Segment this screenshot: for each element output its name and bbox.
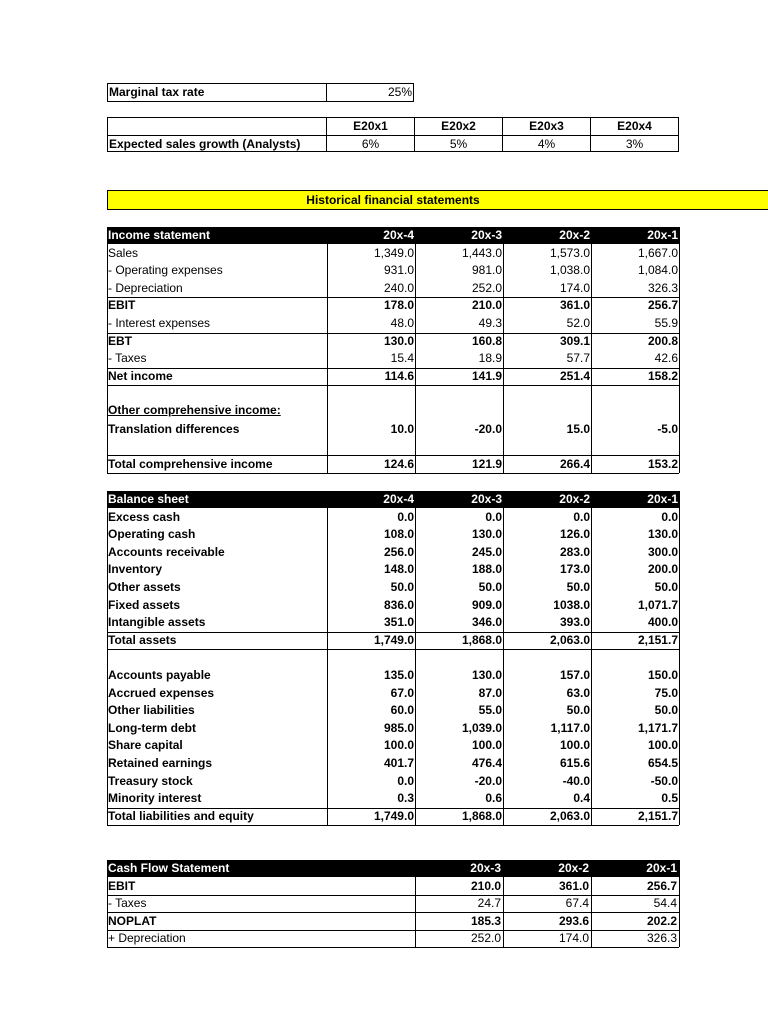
row-value: 50.0: [654, 703, 678, 718]
row-value: 20x-4: [383, 228, 414, 242]
total-liabilities-row: [107, 808, 679, 825]
row-value: 87.0: [478, 685, 502, 700]
row-value: 20x-2: [559, 228, 590, 242]
row-value: 174.0: [558, 931, 589, 946]
row-value: 15.4: [390, 351, 414, 366]
cashflow-row: [107, 878, 679, 895]
row-label: - Taxes: [108, 351, 147, 366]
row-value: 2,151.7: [637, 632, 678, 647]
row-label: + Depreciation: [108, 931, 186, 946]
row-label: Income statement: [108, 228, 211, 242]
row-value: 108.0: [383, 527, 414, 542]
grid-line: [107, 297, 679, 298]
section-title: Historical financial statements: [306, 193, 480, 207]
row-value: 202.2: [646, 913, 677, 928]
row-value: 130.0: [383, 333, 414, 348]
grid-line: [107, 825, 679, 826]
grid-line: [107, 491, 108, 825]
row-value: 157.0: [559, 668, 590, 682]
row-value: 0.6: [485, 791, 502, 806]
liability-row: [107, 755, 679, 772]
row-label: Operating cash: [108, 527, 196, 542]
row-value: 200.8: [647, 333, 678, 348]
grid-line: [327, 227, 328, 473]
row-value: 252.0: [470, 931, 501, 946]
tax-rate-row: [107, 83, 414, 102]
row-value: 130.0: [647, 527, 678, 542]
row-value: 1,117.0: [550, 720, 590, 735]
row-value: 100.0: [647, 738, 678, 753]
row-label: Share capital: [108, 738, 183, 753]
row-value: 67.4: [565, 896, 589, 911]
row-value: 15.0: [566, 422, 590, 436]
row-label: Cash Flow Statement: [108, 861, 230, 875]
growth-table: [107, 117, 679, 152]
row-value: 24.7: [477, 896, 501, 911]
row-value: 20x-1: [646, 861, 677, 875]
liability-row: [107, 773, 679, 790]
row-value: 283.0: [559, 544, 590, 559]
tax-rate-label: Marginal tax rate: [108, 84, 327, 101]
row-label: Minority interest: [108, 791, 202, 806]
row-value: 50.0: [478, 580, 502, 594]
row-value: [370, 402, 447, 419]
row-value: 615.6: [559, 756, 590, 770]
row-value: 148.0: [383, 562, 414, 577]
row-value: 1,868.0: [461, 808, 502, 823]
row-value: 240.0: [383, 280, 414, 295]
growth-value-2: 5%: [415, 136, 503, 152]
row-value: 135.0: [383, 668, 414, 682]
row-value: 20x-3: [470, 861, 501, 875]
grid-line: [591, 860, 592, 947]
row-value: 256.7: [647, 298, 678, 313]
row-value: 67.0: [390, 685, 414, 700]
row-value: 121.9: [471, 457, 502, 471]
asset-row: [107, 579, 679, 596]
row-value: 20x-1: [647, 228, 678, 242]
row-label: Total comprehensive income: [108, 457, 273, 471]
row-value: 173.0: [559, 562, 590, 577]
growth-label: Expected sales growth (Analysts): [108, 136, 327, 152]
row-value: 266.4: [559, 457, 590, 471]
liability-row: [107, 720, 679, 737]
asset-row: [107, 614, 679, 631]
total-comprehensive-row: [107, 456, 679, 473]
row-value: 2,151.7: [637, 808, 678, 823]
row-value: 1,573.0: [549, 245, 590, 260]
row-value: 153.2: [647, 457, 678, 471]
row-value: 1,749.0: [373, 632, 414, 647]
cashflow-row: [107, 913, 679, 930]
row-label: Other comprehensive income:: [108, 403, 281, 417]
row-label: Sales: [108, 245, 139, 260]
row-label: EBIT: [108, 878, 136, 893]
row-value: 60.0: [390, 703, 414, 718]
row-value: 0.0: [397, 773, 414, 788]
row-value: 476.4: [471, 756, 502, 770]
row-value: [447, 402, 524, 419]
row-value: 50.0: [654, 580, 678, 594]
row-value: 981.0: [471, 263, 502, 278]
row-label: Net income: [108, 368, 173, 383]
row-value: 200.0: [647, 562, 678, 577]
income-row: [107, 245, 679, 262]
row-value: 124.6: [383, 457, 414, 471]
row-label: Balance sheet: [108, 492, 189, 506]
row-value: 401.7: [383, 756, 414, 770]
row-label: Translation differences: [108, 422, 240, 436]
row-value: 1,349.0: [373, 245, 414, 260]
row-value: 50.0: [566, 703, 590, 718]
row-value: 0.0: [573, 509, 590, 524]
row-value: 20x-3: [471, 228, 502, 242]
row-value: -5.0: [657, 422, 678, 436]
row-value: 309.1: [559, 333, 590, 348]
row-value: 100.0: [383, 738, 414, 753]
row-value: 18.9: [478, 351, 502, 366]
row-value: 0.4: [573, 791, 590, 806]
grid-line: [107, 385, 679, 386]
grid-line: [415, 860, 416, 947]
row-value: 20x-2: [559, 492, 590, 506]
row-label: EBT: [108, 333, 132, 348]
grid-line: [503, 860, 504, 947]
row-value: 1,084.0: [637, 263, 678, 278]
row-value: 252.0: [471, 280, 502, 295]
row-value: 130.0: [471, 668, 502, 682]
row-value: 346.0: [471, 615, 502, 630]
row-value: 188.0: [471, 562, 502, 577]
row-label: - Depreciation: [108, 280, 183, 295]
row-value: 836.0: [383, 597, 414, 612]
grid-line: [107, 333, 679, 334]
row-value: 48.0: [390, 316, 414, 330]
row-value: 178.0: [383, 298, 414, 313]
row-label: Other assets: [108, 580, 181, 594]
row-value: 49.3: [478, 316, 502, 330]
growth-year-2: E20x2: [415, 118, 503, 135]
row-value: 52.0: [566, 316, 590, 330]
liability-row: [107, 685, 679, 702]
row-value: 1,071.7: [637, 597, 678, 612]
income-row: [107, 315, 679, 332]
liability-row: [107, 667, 679, 684]
row-label: - Interest expenses: [108, 316, 211, 330]
asset-row: [107, 597, 679, 614]
row-value: 2,063.0: [549, 632, 590, 647]
grid-line: [679, 227, 680, 473]
row-value: [602, 402, 679, 419]
tax-rate-value: 25%: [387, 85, 412, 99]
grid-line: [107, 368, 679, 369]
growth-year-3: E20x3: [503, 118, 591, 135]
row-value: 361.0: [559, 298, 590, 313]
row-value: 1,749.0: [373, 808, 414, 823]
row-value: 0.0: [485, 509, 502, 524]
row-value: 393.0: [559, 615, 590, 630]
row-value: 75.0: [654, 685, 678, 700]
grid-line: [107, 947, 679, 948]
row-value: 185.3: [470, 913, 501, 928]
grid-line: [503, 491, 504, 825]
row-value: 256.0: [383, 544, 414, 559]
row-value: 293.6: [558, 913, 589, 928]
asset-row: [107, 526, 679, 543]
row-value: 150.0: [647, 668, 678, 682]
row-value: 0.5: [661, 791, 678, 806]
row-value: 20x-3: [471, 492, 502, 506]
liability-row: [107, 702, 679, 719]
row-value: 55.9: [654, 316, 678, 330]
liability-row: [107, 737, 679, 754]
grid-line: [415, 491, 416, 825]
row-value: 50.0: [390, 580, 414, 594]
row-label: Total liabilities and equity: [108, 808, 254, 823]
row-value: 57.7: [566, 351, 590, 366]
row-label: Long-term debt: [108, 720, 196, 735]
row-value: 20x-2: [558, 861, 589, 875]
income-header-row: [107, 227, 679, 244]
row-label: Inventory: [108, 562, 163, 577]
row-value: -20.0: [474, 422, 502, 436]
row-label: Other liabilities: [108, 703, 195, 718]
row-value: 256.7: [646, 878, 677, 893]
row-value: 130.0: [471, 527, 502, 542]
income-row: [107, 280, 679, 297]
row-value: 0.3: [397, 791, 414, 806]
row-label: Excess cash: [108, 509, 181, 524]
row-value: 1,038.0: [549, 263, 590, 278]
row-value: 54.4: [653, 896, 677, 911]
row-value: 210.0: [471, 298, 502, 313]
row-label: Total assets: [108, 632, 177, 647]
grid-line: [679, 860, 680, 947]
row-value: 100.0: [559, 738, 590, 753]
row-value: 160.8: [471, 333, 502, 348]
growth-value-4: 3%: [625, 137, 644, 151]
row-value: 909.0: [471, 597, 502, 612]
row-value: 1,171.7: [637, 720, 678, 735]
row-value: 2,063.0: [549, 808, 590, 823]
row-label: - Taxes: [108, 896, 147, 911]
row-value: -40.0: [562, 773, 590, 788]
grid-line: [415, 227, 416, 473]
row-label: Treasury stock: [108, 773, 193, 788]
row-label: Accrued expenses: [108, 685, 215, 700]
income-row: [107, 333, 679, 350]
row-label: NOPLAT: [108, 913, 157, 928]
row-label: Fixed assets: [108, 597, 181, 612]
row-value: 1,868.0: [461, 632, 502, 647]
row-value: 20x-1: [647, 492, 678, 506]
income-row: [107, 262, 679, 279]
income-row: [107, 297, 679, 314]
row-value: 361.0: [558, 878, 589, 893]
row-value: 1038.0: [553, 597, 590, 612]
balance-header-row: [107, 491, 679, 508]
grid-line: [327, 491, 328, 825]
row-value: 1,443.0: [461, 245, 502, 260]
grid-line: [591, 227, 592, 473]
row-value: 1,039.0: [461, 720, 502, 735]
row-value: 210.0: [470, 878, 501, 893]
grid-line: [107, 227, 108, 473]
cashflow-row: [107, 895, 679, 912]
row-label: Retained earnings: [108, 756, 213, 770]
row-value: 55.0: [478, 703, 502, 718]
row-value: 251.4: [559, 368, 590, 383]
row-value: 174.0: [559, 280, 590, 295]
grid-line: [591, 491, 592, 825]
row-value: 245.0: [471, 544, 502, 559]
row-value: 351.0: [383, 615, 414, 630]
row-value: -50.0: [650, 773, 678, 788]
grid-line: [107, 473, 679, 474]
row-value: 654.5: [647, 756, 678, 770]
row-value: 300.0: [647, 544, 678, 559]
asset-row: [107, 509, 679, 526]
cashflow-header-row: [107, 860, 679, 877]
row-value: 114.6: [384, 368, 414, 383]
row-value: 985.0: [383, 720, 414, 735]
row-value: 1,667.0: [637, 245, 678, 260]
row-value: 931.0: [383, 263, 414, 278]
row-value: 400.0: [647, 615, 678, 630]
row-value: 141.9: [471, 368, 502, 383]
grid-line: [107, 860, 108, 947]
total-assets-row: [107, 632, 679, 649]
liability-row: [107, 790, 679, 807]
income-row: [107, 350, 679, 367]
translation-row: [107, 421, 679, 438]
row-value: 100.0: [471, 738, 502, 753]
grid-line: [107, 649, 679, 650]
row-value: 20x-4: [383, 492, 414, 506]
row-value: 42.6: [654, 351, 678, 366]
row-label: Accounts payable: [108, 668, 211, 682]
row-value: 63.0: [566, 685, 590, 700]
row-value: 326.3: [647, 280, 678, 295]
row-label: Accounts receivable: [108, 544, 225, 559]
row-value: 0.0: [397, 509, 414, 524]
row-value: 326.3: [646, 931, 677, 946]
row-label: - Operating expenses: [108, 263, 223, 278]
row-value: 126.0: [559, 527, 590, 542]
growth-year-1: E20x1: [327, 118, 415, 135]
row-label: EBIT: [108, 298, 136, 313]
row-label: Intangible assets: [108, 615, 206, 630]
row-value: 158.2: [647, 368, 678, 383]
asset-row: [107, 544, 679, 561]
growth-value-1: 6%: [327, 136, 415, 152]
grid-line: [679, 491, 680, 825]
oci-heading: [107, 402, 679, 419]
row-value: 50.0: [566, 580, 590, 594]
row-value: -20.0: [474, 773, 502, 788]
asset-row: [107, 561, 679, 578]
growth-value-3: 4%: [503, 136, 591, 152]
growth-year-4: E20x4: [617, 119, 652, 133]
row-value: 0.0: [661, 509, 678, 524]
row-value: 10.0: [390, 422, 414, 436]
income-row: [107, 368, 679, 385]
cashflow-row: [107, 930, 679, 947]
grid-line: [503, 227, 504, 473]
